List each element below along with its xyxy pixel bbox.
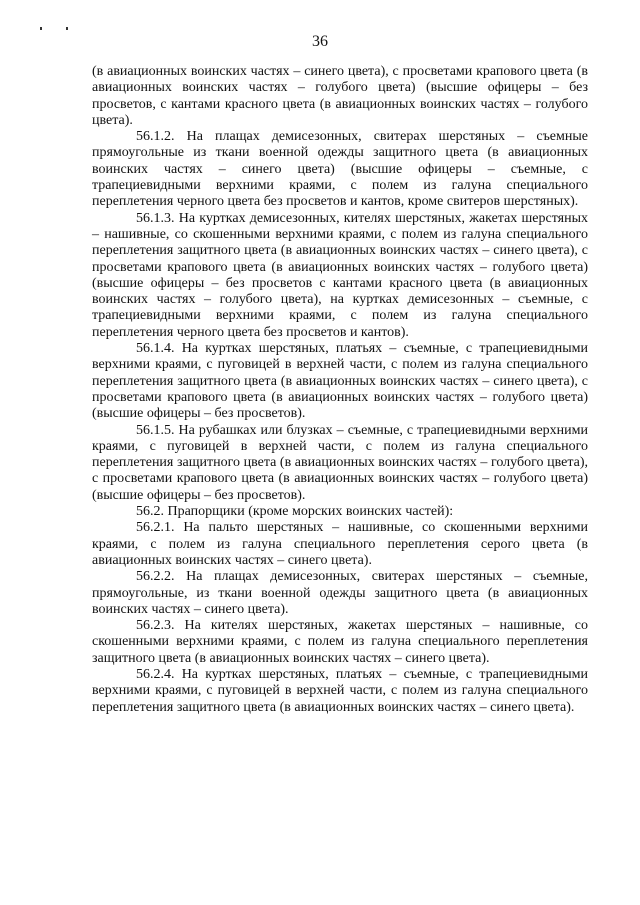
paragraph-56-2: 56.2. Прапорщики (кроме морских воинских частей):	[136, 504, 454, 520]
paragraph-56-2-2: 56.2.2. На плащах демисезонных, свитерах шерстяных – съемные, прямоугольные, из ткани военной одежды защитного цвета (в авиационных воинских частях – синего цвета).	[92, 569, 588, 617]
paragraph-56-1-3: 56.1.3. На куртках демисезонных, кителях шерстяных, жакетах шерстяных – нашивные, со скошенными верхними краями, с полем из галуна специального переплетения защитного цвета (в авиационных воинских частях – синего цвета), с просветами крапового цвета (в авиационных воинских частях – голубого цвета) (высшие офицеры – без просветов с кантами красного цвета (в авиационных воинских частях – голубого цвета), на куртках демисезонных – съемные, с трапециевидными верхними краями, с полем из галуна специального переплетения черного цвета без просветов и кантов).	[92, 210, 588, 340]
scan-mark-left	[40, 27, 42, 30]
paragraph-56-1-5: 56.1.5. На рубашках или блузках – съемные, с трапециевидными верхними краями, с пуговицей в верхней части, с полем из галуна специального переплетения защитного цвета (в авиационных воинских частях – голубого цвета), с просветами крапового цвета (в авиационных воинских частях – голубого цвета) (высшие офицеры – без просветов).	[92, 422, 588, 503]
paragraph-56-1-4: 56.1.4. На куртках шерстяных, платьях – съемные, с трапециевидными верхними краями, с пуговицей в верхней части, с полем из галуна специального переплетения защитного цвета (в авиационных воинских частях – синего цвета), с просветами крапового цвета (в авиационных воинских частях – голубого цвета) (высшие офицеры – без просветов).	[92, 341, 588, 422]
paragraph-56-2-1: 56.2.1. На пальто шерстяных – нашивные, со скошенными верхними краями, с полем из галуна специального переплетения серого цвета (в авиационных воинских частях – синего цвета).	[92, 520, 588, 568]
paragraph-56-2-3: 56.2.3. На кителях шерстяных, жакетах шерстяных – нашивные, со скошенными верхними краями, с полем из галуна специального переплетения защитного цвета (в авиационных воинских частях – синего цвета).	[92, 618, 588, 666]
paragraph-56-2-4: 56.2.4. На куртках шерстяных, платьях – съемные, с трапециевидными верхними краями, с пуговицей в верхней части, с полем из галуна специального переплетения защитного цвета (в авиационных воинских частях – синего цвета).	[92, 666, 588, 715]
scan-mark-right	[66, 27, 68, 30]
document-body	[92, 64, 588, 716]
paragraph-continuation: (в авиационных воинских частях – синего цвета), с просветами крапового цвета (в авиационных воинских частях – голубого цвета) (высшие офицеры – без просветов, с кантами красного цвета (в авиационных воинских частях – голубого цвета).	[92, 64, 588, 128]
paragraph-56-1-2: 56.1.2. На плащах демисезонных, свитерах шерстяных – съемные прямоугольные из ткани военной одежды защитного цвета (в авиационных воинских частях – синего цвета) (высшие офицеры – съемные, с трапециевидными верхними краями, с полем из галуна специального переплетения черного цвета без просветов и кантов, кроме свитеров шерстяных).	[92, 129, 588, 210]
page-number: 36	[312, 33, 328, 50]
